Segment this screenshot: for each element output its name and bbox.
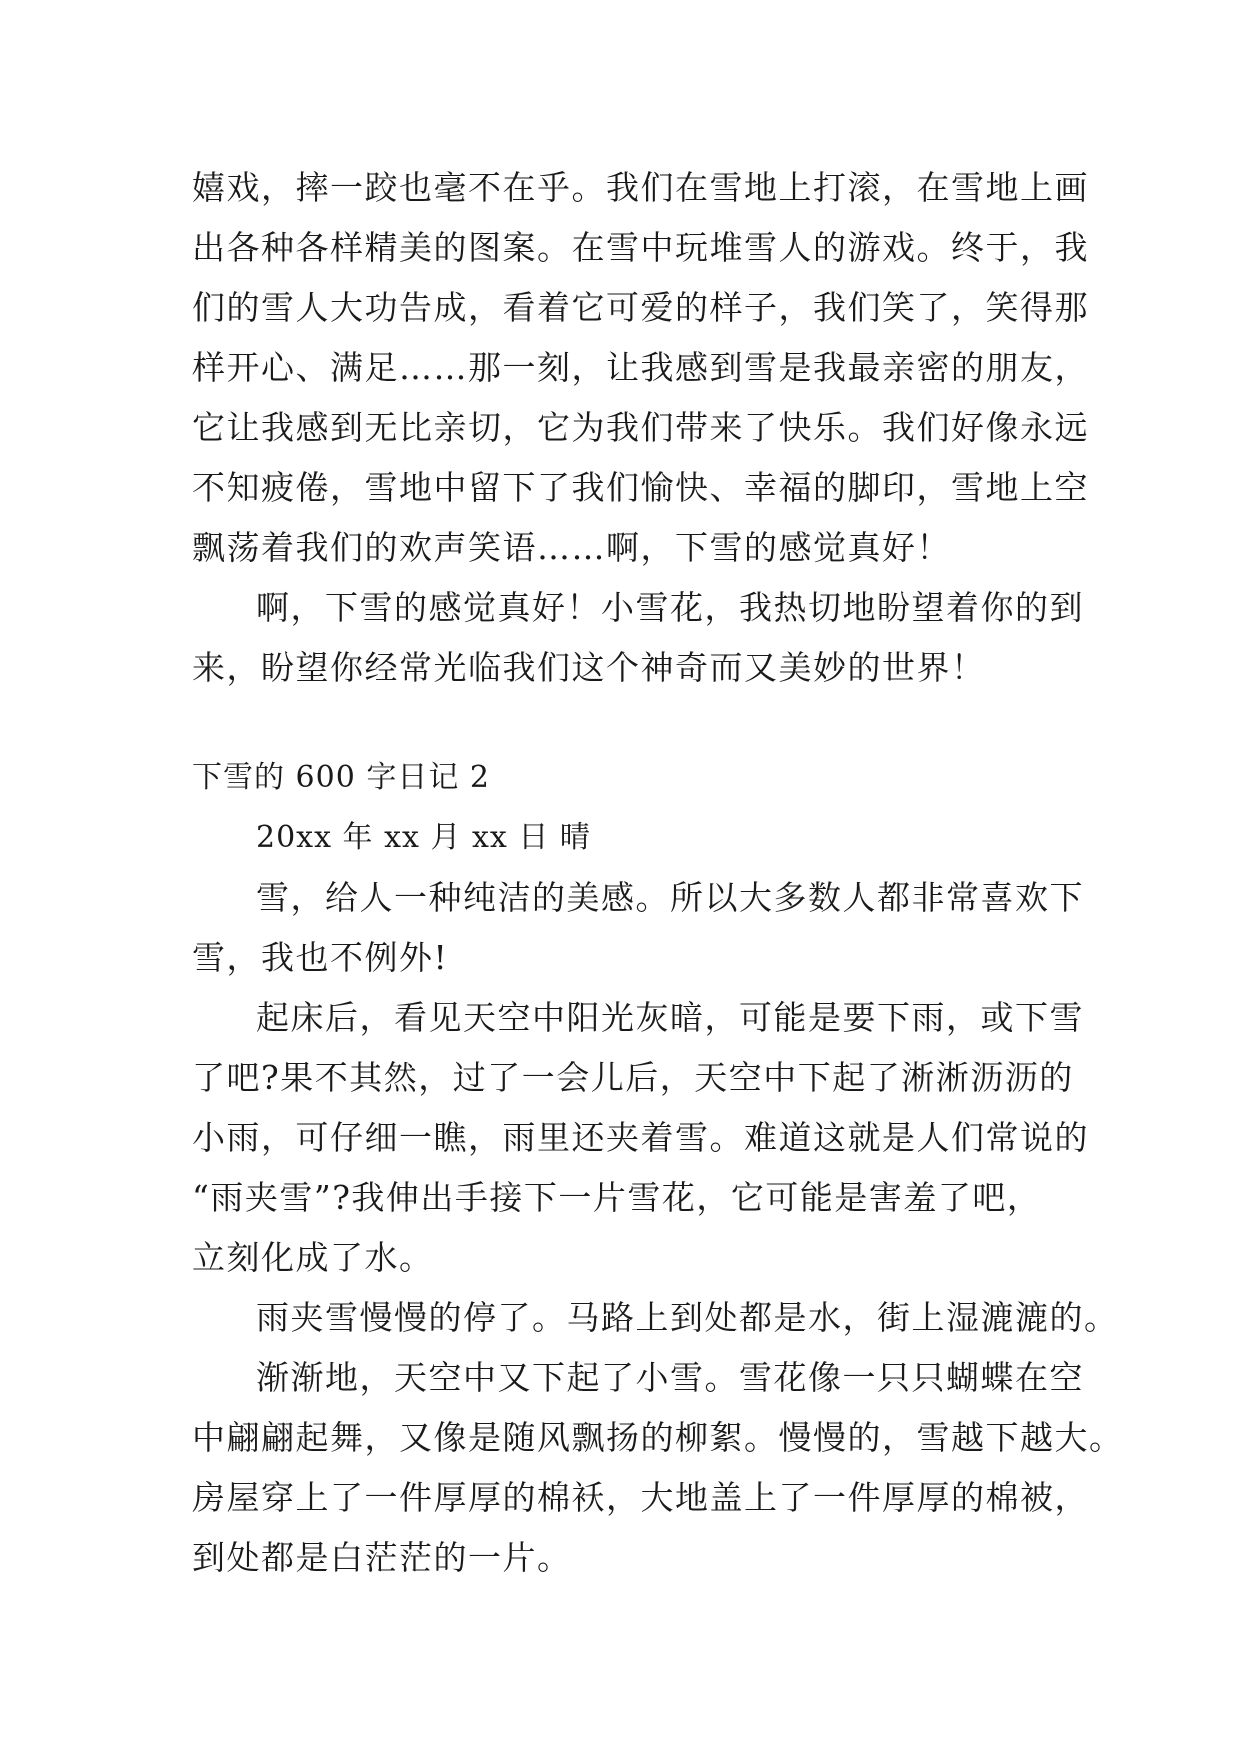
paragraph-line: 到处都是白茫茫的一片。: [192, 1538, 572, 1577]
paragraph-line: 飘荡着我们的欢声笑语……啊，下雪的感觉真好！: [192, 528, 951, 567]
paragraph-line: 雪，给人一种纯洁的美感。所以大多数人都非常喜欢下: [256, 878, 1084, 917]
paragraph-line: 出各种各样精美的图案。在雪中玩堆雪人的游戏。终于，我: [192, 228, 1089, 267]
paragraph-line: 嬉戏，摔一跤也毫不在乎。我们在雪地上打滚，在雪地上画: [192, 168, 1089, 207]
paragraph-line: 啊，下雪的感觉真好！小雪花，我热切地盼望着你的到: [256, 588, 1084, 627]
paragraph-line: 中翩翩起舞，又像是随风飘扬的柳絮。慢慢的，雪越下越大。: [192, 1418, 1124, 1457]
paragraph-line: 了吧?果不其然，过了一会儿后，天空中下起了淅淅沥沥的: [192, 1058, 1074, 1097]
paragraph-line: 小雨，可仔细一瞧，雨里还夹着雪。难道这就是人们常说的: [192, 1118, 1089, 1157]
paragraph-line: 起床后，看见天空中阳光灰暗，可能是要下雨，或下雪: [256, 998, 1084, 1037]
paragraph-line: 雪，我也不例外!: [192, 938, 449, 977]
paragraph-line: 雨夹雪慢慢的停了。马路上到处都是水，街上湿漉漉的。: [256, 1298, 1119, 1337]
date-line: 20xx 年 xx 月 xx 日 晴: [256, 820, 591, 855]
paragraph-line: 来，盼望你经常光临我们这个神奇而又美妙的世界！: [192, 648, 986, 687]
paragraph-line: 房屋穿上了一件厚厚的棉袄，大地盖上了一件厚厚的棉被，: [192, 1478, 1089, 1517]
paragraph-line: 渐渐地，天空中又下起了小雪。雪花像一只只蝴蝶在空: [256, 1358, 1084, 1397]
paragraph-line: 样开心、满足……那一刻，让我感到雪是我最亲密的朋友，: [192, 348, 1089, 387]
paragraph-line: “雨夹雪”?我伸出手接下一片雪花，它可能是害羞了吧，: [192, 1178, 1042, 1217]
paragraph-line: 们的雪人大功告成，看着它可爱的样子，我们笑了，笑得那: [192, 288, 1089, 327]
paragraph-line: 不知疲倦，雪地中留下了我们愉快、幸福的脚印，雪地上空: [192, 468, 1089, 507]
paragraph-line: 立刻化成了水。: [192, 1238, 434, 1277]
paragraph-line: 它让我感到无比亲切，它为我们带来了快乐。我们好像永远: [192, 408, 1089, 447]
section-title: 下雪的 600 字日记 2: [192, 760, 490, 795]
